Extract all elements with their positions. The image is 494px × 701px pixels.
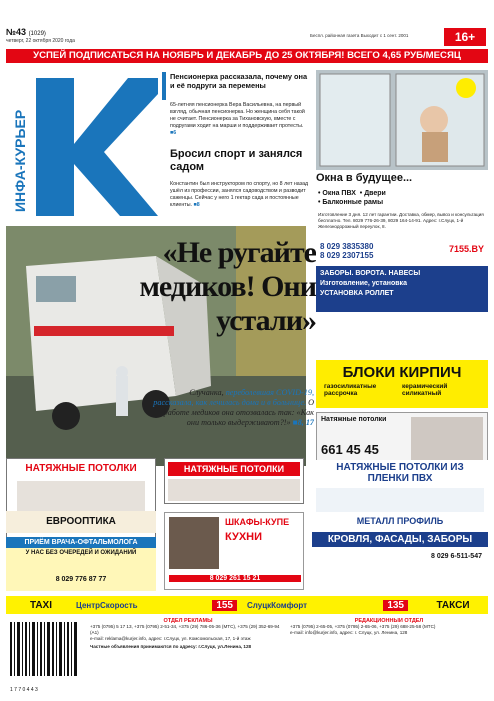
blocks-item: газосиликатные <box>324 383 377 390</box>
taxi-number-2: 135 <box>383 600 408 611</box>
fence-phone-1: 8 029 3835380 <box>320 242 374 251</box>
barcode-number: 1 7 7 0 4 4 3 <box>10 687 38 693</box>
ads-dept-email[interactable]: e-mail: reklama@kurjer.info, адрес: г.Слуцк, ул. Комсомольская, 17, 1-й этаж <box>90 636 251 641</box>
ad-ophthalmologist[interactable] <box>6 537 156 591</box>
editorial-phones: +375 (0795) 2-65-05, +375 (0795) 2-65-06, +375 (29) 688-25-58 (МТС) <box>290 624 436 629</box>
barcode <box>6 618 86 694</box>
ad-ceilings-3[interactable] <box>164 458 304 504</box>
ad-kitchens[interactable] <box>164 512 304 590</box>
kuhni-sub: КУХНИ <box>225 531 263 543</box>
private-ads-note: Частные объявления принимаются по адресу: г.Слуцк, ул.Ленина, 128 <box>90 644 252 649</box>
pot3-title: НАТЯЖНЫЕ ПОТОЛКИ <box>168 462 300 476</box>
blocks-item: рассрочка <box>324 390 358 397</box>
pot4-title: НАТЯЖНЫЕ ПОТОЛКИ ИЗ ПЛЕНКИ ПВХ <box>336 462 464 484</box>
blocks-title: БЛОКИ КИРПИЧ <box>342 364 462 381</box>
issue-number: №43 (1029) <box>6 27 46 37</box>
age-badge: 16+ <box>444 28 486 46</box>
story-body-sport: Константин был инструктором по спорту, но 8 лет назад ушёл из профессии, занялся садоводством и разводит саженцы. Сейчас у него 1 гектар сада и постоянные клиенты. ■8 <box>170 181 309 208</box>
subscription-promo[interactable]: УСПЕЙ ПОДПИСАТЬСЯ НА НОЯБРЬ И ДЕКАБРЬ ДО 25 ОКТЯБРЯ! ВСЕГО 4,65 РУБ/МЕСЯЦ <box>6 49 488 63</box>
header-info: Беспл. районная газета Выходит с 1 сент. 2001 <box>310 33 409 38</box>
main-headline[interactable]: «Не ругайте медиков! Они устали» <box>139 236 316 337</box>
taxi-right: ТАКСИ <box>436 599 470 611</box>
eye-phone: 8 029 776 87 77 <box>55 576 107 583</box>
accent-bar <box>162 72 166 100</box>
taxi-number-1: 155 <box>212 600 237 611</box>
taxi-strip[interactable] <box>6 596 488 614</box>
fence-site: 7155.BY <box>448 244 484 254</box>
kuhni-title: ШКАФЫ-КУПЕ <box>225 517 290 527</box>
profil-phone: 8 029 6-511-547 <box>431 553 482 560</box>
windows-title: Окна в будущее... <box>316 172 413 184</box>
ads-dept-title: ОТДЕЛ РЕКЛАМЫ <box>163 618 213 624</box>
taxi-left: TAXI <box>29 599 53 611</box>
fence-line: ЗАБОРЫ. ВОРОТА. НАВЕСЫ <box>320 270 421 277</box>
fence-line: Изготовление, установка <box>320 280 407 287</box>
kuhni-phone: 8 029 261 15 21 <box>169 575 301 582</box>
ads-dept-phones: +375 (0795) 5 17 13, +375 (0795) 2-51-34, +375 (29) 786-05-36 (МТС), +375 (29) 352-69-94 (А1) <box>90 624 280 635</box>
ad-fence[interactable] <box>316 240 488 312</box>
taxi-company-1: ЦентрСкорость <box>76 600 138 610</box>
taxi-company-2: СлуцкКомфорт <box>247 600 308 610</box>
story-body-pension: 65-летняя пенсионерка Вера Васильевна, на первый взгляд, обычная пенсионерка. Но женщина себя такой не считает. Пенсионерка за Тихановскую, вместе с подругами ходит на марши и поддерживает протесты. ■6 <box>170 102 305 136</box>
main-lead: Случанка, переболевшая COVID-19, рассказала, как лечилась дома и в больнице. О работе медиков она отозвалась так: «Как они только выдерживают?!» ■8, 17 <box>153 388 314 427</box>
editorial-title: РЕДАКЦИОННЫЙ ОТДЕЛ <box>354 618 424 624</box>
story-title-sport[interactable]: Бросил спорт и занялся садом <box>170 148 303 173</box>
footer <box>6 618 488 696</box>
ad-optika[interactable] <box>6 511 156 533</box>
windows-body: Изготовление 3 дня. 12 лет гарантии. Доставка, обмер, вывоз и консультация бесплатно. Тел. 8029 776-26-39, 8029 164-14-91. Адрес: г.Слуцк, 1-й Железнодорожный переулок, 8. <box>318 212 484 229</box>
windows-photo <box>316 70 488 170</box>
newspaper-logo <box>8 72 158 222</box>
editorial-email[interactable]: e-mail: info@kurjer.info, адрес: г. Слуцк, ул. Ленина, 128 <box>290 630 408 635</box>
fence-line: УСТАНОВКА РОЛЛЕТ <box>320 290 394 297</box>
profil-title: МЕТАЛЛ ПРОФИЛЬ <box>356 516 444 526</box>
ad-blocks[interactable] <box>316 360 488 408</box>
fence-phone-2: 8 029 2307155 <box>320 251 374 260</box>
blocks-item: силикатный <box>402 390 442 397</box>
blocks-item: керамический <box>402 383 448 390</box>
windows-items: • Окна ПВХ • Двери • Балконные рамы <box>318 190 386 206</box>
pot2-title: НАТЯЖНЫЕ ПОТОЛКИ <box>25 463 137 474</box>
optika-title: ЕВРООПТИКА <box>46 516 116 527</box>
profil-sub: КРОВЛЯ, ФАСАДЫ, ЗАБОРЫ <box>312 532 488 547</box>
story-title-pension[interactable]: Пенсионерка рассказала, почему она и её подруги за перемены <box>170 72 308 90</box>
logo-text: ИНФА-КУРЬЕР <box>12 109 28 212</box>
ad-ceilings-1[interactable] <box>316 412 488 464</box>
pot1-phone: 661 45 45 <box>321 442 379 457</box>
eye-title: ПРИЁМ ВРАЧА-ОФТАЛЬМОЛОГА <box>6 537 156 548</box>
ad-metal-profile[interactable] <box>312 512 488 592</box>
pot1-title: Натяжные потолки <box>321 416 387 423</box>
eye-sub: У НАС БЕЗ ОЧЕРЕДЕЙ И ОЖИДАНИЙ <box>25 550 137 556</box>
issue-date: четверг, 22 октября 2020 года <box>6 38 75 44</box>
